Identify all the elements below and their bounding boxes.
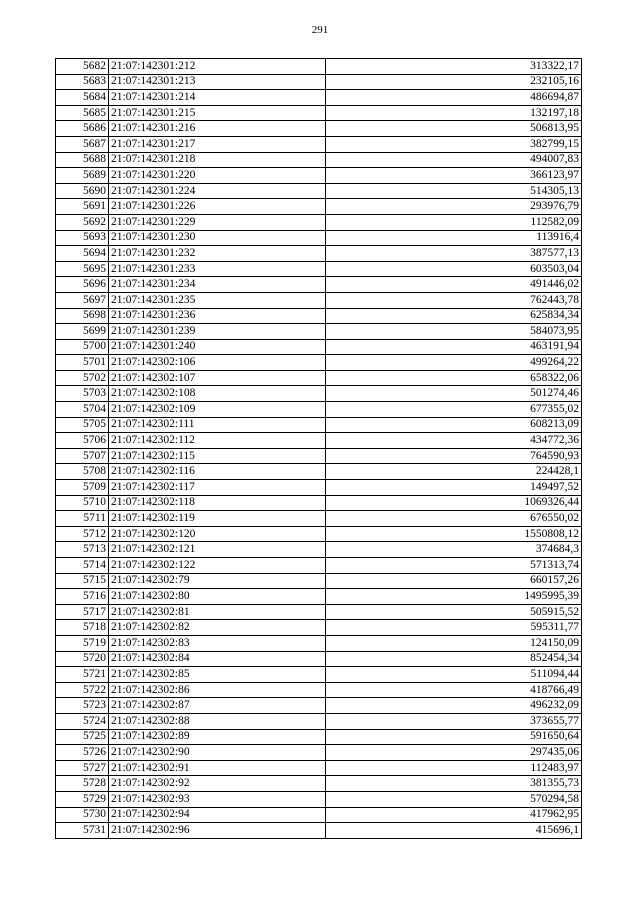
value-cell: 1550808,12	[326, 526, 582, 542]
table-row	[56, 214, 582, 230]
cadastral-number-cell: 21:07:142302:109	[109, 402, 326, 418]
cadastral-number-cell: 21:07:142301:214	[109, 90, 326, 106]
row-number-cell: 5690	[56, 183, 109, 199]
table-row	[56, 402, 582, 418]
row-number-cell: 5705	[56, 417, 109, 433]
row-number-cell: 5701	[56, 355, 109, 371]
table-row	[56, 277, 582, 293]
value-cell: 762443,78	[326, 292, 582, 308]
value-cell: 584073,95	[326, 324, 582, 340]
cadastral-number-cell: 21:07:142302:121	[109, 542, 326, 558]
value-cell: 506813,95	[326, 121, 582, 137]
cadastral-number-cell: 21:07:142301:220	[109, 168, 326, 184]
value-cell: 417962,95	[326, 807, 582, 823]
table-row	[56, 339, 582, 355]
row-number-cell: 5716	[56, 589, 109, 605]
table-row	[56, 308, 582, 324]
table-row	[56, 760, 582, 776]
table-row	[56, 589, 582, 605]
value-cell: 491446,02	[326, 277, 582, 293]
cadastral-number-cell: 21:07:142301:240	[109, 339, 326, 355]
value-cell: 112483,97	[326, 760, 582, 776]
cadastral-number-cell: 21:07:142302:83	[109, 635, 326, 651]
value-cell: 463191,94	[326, 339, 582, 355]
row-number-cell: 5710	[56, 495, 109, 511]
row-number-cell: 5708	[56, 464, 109, 480]
cadastral-number-cell: 21:07:142302:122	[109, 558, 326, 574]
row-number-cell: 5691	[56, 199, 109, 215]
table-row	[56, 121, 582, 137]
cadastral-number-cell: 21:07:142301:226	[109, 199, 326, 215]
table-row	[56, 620, 582, 636]
cadastral-number-cell: 21:07:142301:216	[109, 121, 326, 137]
table-row	[56, 480, 582, 496]
value-cell: 381355,73	[326, 776, 582, 792]
table-row	[56, 417, 582, 433]
cadastral-number-cell: 21:07:142302:80	[109, 589, 326, 605]
value-cell: 373655,77	[326, 713, 582, 729]
row-number-cell: 5706	[56, 433, 109, 449]
row-number-cell: 5700	[56, 339, 109, 355]
cadastral-number-cell: 21:07:142301:215	[109, 105, 326, 121]
value-cell: 677355,02	[326, 402, 582, 418]
cadastral-number-cell: 21:07:142302:79	[109, 573, 326, 589]
value-cell: 415696,1	[326, 823, 582, 839]
table-row	[56, 324, 582, 340]
cadastral-number-cell: 21:07:142301:217	[109, 136, 326, 152]
value-cell: 313322,17	[326, 59, 582, 75]
table-row	[56, 355, 582, 371]
table-row	[56, 511, 582, 527]
value-cell: 501274,46	[326, 386, 582, 402]
table-row	[56, 74, 582, 90]
row-number-cell: 5713	[56, 542, 109, 558]
table-row	[56, 59, 582, 75]
value-cell: 297435,06	[326, 745, 582, 761]
table-row	[56, 464, 582, 480]
cadastral-number-cell: 21:07:142302:87	[109, 698, 326, 714]
cadastral-number-cell: 21:07:142302:90	[109, 745, 326, 761]
cadastral-number-cell: 21:07:142302:115	[109, 448, 326, 464]
table-row	[56, 495, 582, 511]
table-row	[56, 370, 582, 386]
value-cell: 505915,52	[326, 604, 582, 620]
table-row	[56, 542, 582, 558]
table-row	[56, 526, 582, 542]
table-row	[56, 558, 582, 574]
cadastral-number-cell: 21:07:142302:89	[109, 729, 326, 745]
row-number-cell: 5725	[56, 729, 109, 745]
page-number: 291	[311, 24, 329, 36]
value-cell: 764590,93	[326, 448, 582, 464]
cadastral-number-cell: 21:07:142302:91	[109, 760, 326, 776]
row-number-cell: 5729	[56, 791, 109, 807]
table-row	[56, 823, 582, 839]
row-number-cell: 5697	[56, 292, 109, 308]
row-number-cell: 5726	[56, 745, 109, 761]
value-cell: 112582,09	[326, 214, 582, 230]
value-cell: 514305,13	[326, 183, 582, 199]
table-row	[56, 776, 582, 792]
row-number-cell: 5719	[56, 635, 109, 651]
value-cell: 224428,1	[326, 464, 582, 480]
value-cell: 570294,58	[326, 791, 582, 807]
row-number-cell: 5688	[56, 152, 109, 168]
value-cell: 149497,52	[326, 480, 582, 496]
cadastral-number-cell: 21:07:142302:120	[109, 526, 326, 542]
table-row	[56, 152, 582, 168]
row-number-cell: 5696	[56, 277, 109, 293]
table-row	[56, 573, 582, 589]
cadastral-number-cell: 21:07:142301:213	[109, 74, 326, 90]
cadastral-number-cell: 21:07:142302:106	[109, 355, 326, 371]
row-number-cell: 5720	[56, 651, 109, 667]
row-number-cell: 5731	[56, 823, 109, 839]
value-cell: 486694,87	[326, 90, 582, 106]
table-row	[56, 105, 582, 121]
cadastral-number-cell: 21:07:142301:229	[109, 214, 326, 230]
table-row	[56, 261, 582, 277]
cadastral-number-cell: 21:07:142302:116	[109, 464, 326, 480]
row-number-cell: 5695	[56, 261, 109, 277]
value-cell: 232105,16	[326, 74, 582, 90]
row-number-cell: 5712	[56, 526, 109, 542]
row-number-cell: 5702	[56, 370, 109, 386]
row-number-cell: 5682	[56, 59, 109, 75]
table-row	[56, 292, 582, 308]
value-cell: 603503,04	[326, 261, 582, 277]
table-row	[56, 199, 582, 215]
row-number-cell: 5698	[56, 308, 109, 324]
data-table	[55, 58, 582, 839]
table-row	[56, 713, 582, 729]
table-body	[56, 59, 582, 839]
cadastral-number-cell: 21:07:142302:96	[109, 823, 326, 839]
cadastral-number-cell: 21:07:142302:119	[109, 511, 326, 527]
table-row	[56, 230, 582, 246]
table-row	[56, 791, 582, 807]
value-cell: 852454,34	[326, 651, 582, 667]
row-number-cell: 5689	[56, 168, 109, 184]
value-cell: 1069326,44	[326, 495, 582, 511]
cadastral-number-cell: 21:07:142302:94	[109, 807, 326, 823]
value-cell: 625834,34	[326, 308, 582, 324]
table-row	[56, 604, 582, 620]
value-cell: 595311,77	[326, 620, 582, 636]
row-number-cell: 5692	[56, 214, 109, 230]
cadastral-number-cell: 21:07:142302:92	[109, 776, 326, 792]
value-cell: 1495995,39	[326, 589, 582, 605]
value-cell: 366123,97	[326, 168, 582, 184]
table-row	[56, 635, 582, 651]
value-cell: 608213,09	[326, 417, 582, 433]
row-number-cell: 5722	[56, 682, 109, 698]
table-row	[56, 729, 582, 745]
cadastral-number-cell: 21:07:142302:88	[109, 713, 326, 729]
value-cell: 293976,79	[326, 199, 582, 215]
value-cell: 374684,3	[326, 542, 582, 558]
table-row	[56, 433, 582, 449]
value-cell: 676550,02	[326, 511, 582, 527]
value-cell: 124150,09	[326, 635, 582, 651]
row-number-cell: 5685	[56, 105, 109, 121]
cadastral-number-cell: 21:07:142302:111	[109, 417, 326, 433]
row-number-cell: 5694	[56, 246, 109, 262]
value-cell: 496232,09	[326, 698, 582, 714]
cadastral-number-cell: 21:07:142302:84	[109, 651, 326, 667]
row-number-cell: 5693	[56, 230, 109, 246]
row-number-cell: 5684	[56, 90, 109, 106]
cadastral-number-cell: 21:07:142302:85	[109, 667, 326, 683]
cadastral-number-cell: 21:07:142302:112	[109, 433, 326, 449]
cadastral-number-cell: 21:07:142302:82	[109, 620, 326, 636]
cadastral-number-cell: 21:07:142301:230	[109, 230, 326, 246]
value-cell: 387577,13	[326, 246, 582, 262]
row-number-cell: 5718	[56, 620, 109, 636]
value-cell: 113916,4	[326, 230, 582, 246]
cadastral-number-cell: 21:07:142301:218	[109, 152, 326, 168]
cadastral-number-cell: 21:07:142301:224	[109, 183, 326, 199]
table-row	[56, 745, 582, 761]
value-cell: 591650,64	[326, 729, 582, 745]
row-number-cell: 5727	[56, 760, 109, 776]
row-number-cell: 5709	[56, 480, 109, 496]
row-number-cell: 5686	[56, 121, 109, 137]
cadastral-number-cell: 21:07:142302:108	[109, 386, 326, 402]
row-number-cell: 5715	[56, 573, 109, 589]
value-cell: 660157,26	[326, 573, 582, 589]
cadastral-number-cell: 21:07:142301:212	[109, 59, 326, 75]
value-cell: 494007,83	[326, 152, 582, 168]
value-cell: 511094,44	[326, 667, 582, 683]
row-number-cell: 5730	[56, 807, 109, 823]
table-row	[56, 448, 582, 464]
row-number-cell: 5704	[56, 402, 109, 418]
row-number-cell: 5699	[56, 324, 109, 340]
row-number-cell: 5683	[56, 74, 109, 90]
table-row	[56, 807, 582, 823]
value-cell: 499264,22	[326, 355, 582, 371]
table-row	[56, 651, 582, 667]
cadastral-number-cell: 21:07:142301:236	[109, 308, 326, 324]
cadastral-number-cell: 21:07:142302:118	[109, 495, 326, 511]
row-number-cell: 5687	[56, 136, 109, 152]
cadastral-number-cell: 21:07:142302:81	[109, 604, 326, 620]
row-number-cell: 5703	[56, 386, 109, 402]
cadastral-number-cell: 21:07:142301:233	[109, 261, 326, 277]
table-row	[56, 168, 582, 184]
table-row	[56, 90, 582, 106]
table-row	[56, 183, 582, 199]
cadastral-number-cell: 21:07:142301:235	[109, 292, 326, 308]
table-row	[56, 386, 582, 402]
value-cell: 658322,06	[326, 370, 582, 386]
value-cell: 434772,36	[326, 433, 582, 449]
table-row	[56, 246, 582, 262]
table-row	[56, 682, 582, 698]
row-number-cell: 5711	[56, 511, 109, 527]
row-number-cell: 5723	[56, 698, 109, 714]
value-cell: 382799,15	[326, 136, 582, 152]
row-number-cell: 5714	[56, 558, 109, 574]
cadastral-number-cell: 21:07:142302:93	[109, 791, 326, 807]
row-number-cell: 5721	[56, 667, 109, 683]
cadastral-number-cell: 21:07:142302:107	[109, 370, 326, 386]
cadastral-number-cell: 21:07:142301:239	[109, 324, 326, 340]
value-cell: 571313,74	[326, 558, 582, 574]
table-row	[56, 136, 582, 152]
row-number-cell: 5728	[56, 776, 109, 792]
row-number-cell: 5717	[56, 604, 109, 620]
cadastral-number-cell: 21:07:142301:232	[109, 246, 326, 262]
row-number-cell: 5724	[56, 713, 109, 729]
value-cell: 132197,18	[326, 105, 582, 121]
table-row	[56, 698, 582, 714]
value-cell: 418766,49	[326, 682, 582, 698]
cadastral-number-cell: 21:07:142301:234	[109, 277, 326, 293]
cadastral-number-cell: 21:07:142302:86	[109, 682, 326, 698]
row-number-cell: 5707	[56, 448, 109, 464]
cadastral-number-cell: 21:07:142302:117	[109, 480, 326, 496]
table-row	[56, 667, 582, 683]
